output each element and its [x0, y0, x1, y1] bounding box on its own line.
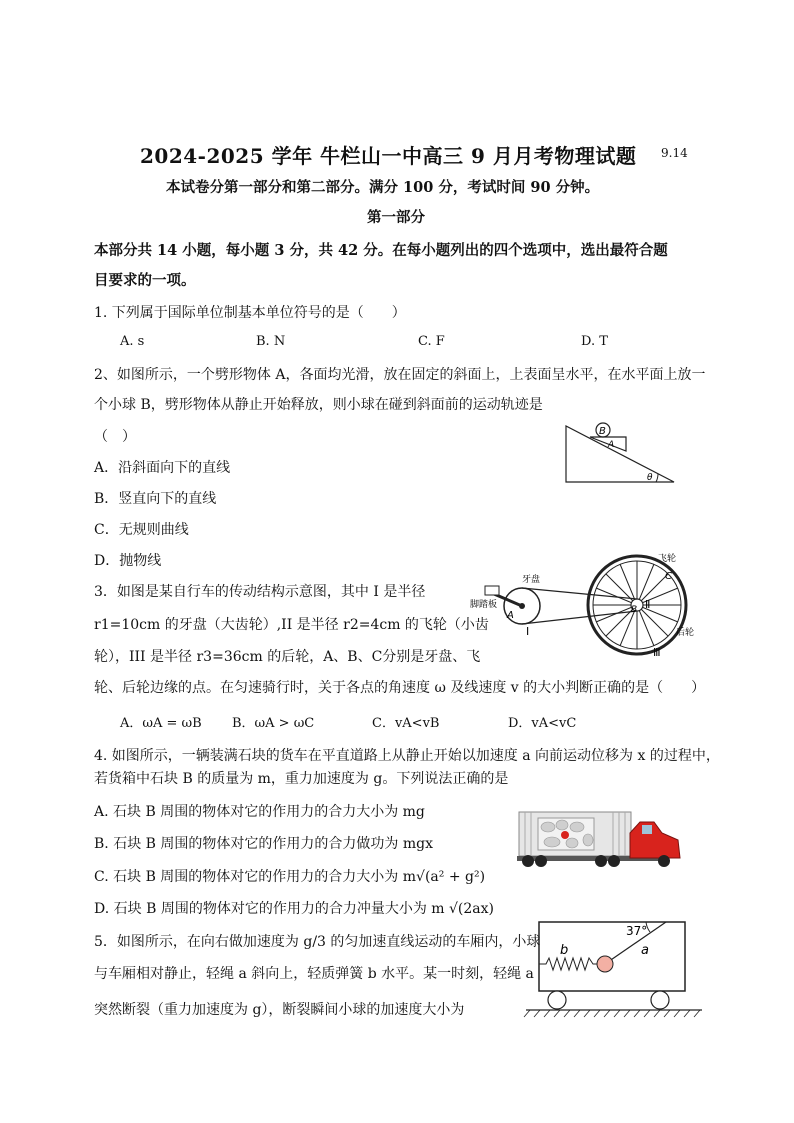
q4-option-a: A. 石块 B 周围的物体对它的作用力的合力大小为 mg — [94, 804, 425, 820]
q1-option-a: A. s — [120, 334, 145, 349]
string-a-label: a — [641, 943, 649, 958]
flywheel-label: 飞轮 — [658, 554, 677, 564]
q3-line-4: 轮、后轮边缘的点。在匀速骑行时，关于各点的角速度 ω 及线速度 v 的大小判断正确的是（ ） — [94, 680, 706, 696]
theta-label: θ — [647, 473, 653, 483]
q4-line-1: 4. 如图所示，一辆装满石块的货车在平直道路上从静止开始以加速度 a 向前运动位移为 x 的过程中， — [94, 748, 720, 764]
ground-hatch — [524, 1010, 700, 1017]
chainring-label: 牙盘 — [522, 575, 541, 585]
left-wheel — [548, 991, 566, 1009]
q2-line-1: 2、如图所示，一个劈形物体 A，各面均光滑，放在固定的斜面上，上表面呈水平，在水平面上放一 — [94, 367, 706, 383]
q1-option-d: D. T — [581, 334, 608, 349]
roman-3-label: Ⅲ — [653, 646, 661, 659]
exam-subtitle: 本试卷分第一部分和第二部分。满分 100 分，考试时间 90 分钟。 — [166, 179, 600, 196]
q2-option-b: B．竖直向下的直线 — [94, 491, 217, 507]
q2-option-d: D．抛物线 — [94, 553, 162, 569]
q3-line-3: 轮），III 是半径 r3=36cm 的后轮，A、B、C分别是牙盘、飞 — [94, 649, 481, 665]
q2-option-a: A．沿斜面向下的直线 — [94, 460, 231, 476]
instructions-line-1: 本部分共 14 小题，每小题 3 分，共 42 分。在每小题列出的四个选项中，选出最符合题 — [94, 242, 668, 259]
q3-option-a: A．ωA = ωB — [120, 716, 202, 731]
instructions-line-2: 目要求的一项。 — [94, 272, 196, 289]
q1-text: 1. 下列属于国际单位制基本单位符号的是（ ） — [94, 305, 406, 321]
q5-line-2: 与车厢相对静止，轻绳 a 斜向上，轻质弹簧 b 水平。某一时刻，轻绳 a — [94, 966, 534, 982]
q1-option-b: B. N — [256, 334, 286, 349]
pedal-label: 脚踏板 — [470, 600, 498, 610]
q4-option-d: D. 石块 B 周围的物体对它的作用力的合力冲量大小为 m √(2ax) — [94, 901, 494, 917]
q4-option-c: C. 石块 B 周围的物体对它的作用力的合力大小为 m√(a² + g²) — [94, 869, 486, 885]
rear-wheel-label: 后轮 — [676, 628, 695, 638]
q3-option-c: C．vA<vB — [372, 716, 440, 731]
spring-b-label: b — [560, 943, 569, 958]
spring-b — [539, 958, 597, 970]
q5-line-1: 5．如图所示，在向右做加速度为 g/3 的匀加速直线运动的车厢内，小球 — [94, 934, 541, 950]
q4-option-b: B. 石块 B 周围的物体对它的作用力的合力做功为 mgx — [94, 836, 433, 852]
q4-line-2: 若货箱中石块 B 的质量为 m，重力加速度为 g。下列说法正确的是 — [94, 771, 509, 787]
q3-option-d: D．vA<vC — [508, 716, 577, 731]
wedge-a-label: A — [608, 440, 615, 450]
q3-line-1: 3．如图是某自行车的传动结构示意图，其中 I 是半径 — [94, 584, 426, 600]
exam-date: 9.14 — [661, 146, 688, 160]
q2-bracket: （ ） — [94, 429, 136, 445]
page-title: 2024-2025 学年 牛栏山一中高三 9 月月考物理试题 — [140, 144, 637, 168]
right-wheel — [651, 991, 669, 1009]
point-c-label: C — [665, 571, 672, 582]
ball — [597, 956, 613, 972]
ball-b-label: B — [599, 426, 606, 437]
roman-2-label: Ⅱ — [645, 598, 651, 611]
q1-option-c: C. F — [418, 334, 445, 349]
q3-line-2: r1=10cm 的牙盘（大齿轮）,II 是半径 r2=4cm 的飞轮（小齿 — [94, 617, 489, 633]
q2-option-c: C．无规则曲线 — [94, 522, 189, 538]
point-a-label: A — [507, 610, 514, 621]
q3-option-b: B．ωA > ωC — [232, 716, 315, 731]
part-title: 第一部分 — [367, 209, 425, 226]
q2-line-2: 个小球 B，劈形物体从静止开始释放，则小球在碰到斜面前的运动轨迹是 — [94, 397, 543, 413]
roman-1-label: I — [526, 625, 530, 638]
angle-label: 37° — [626, 924, 648, 938]
point-b-label: B — [631, 605, 638, 615]
q5-line-3: 突然断裂（重力加速度为 g），断裂瞬间小球的加速度大小为 — [94, 1002, 465, 1018]
